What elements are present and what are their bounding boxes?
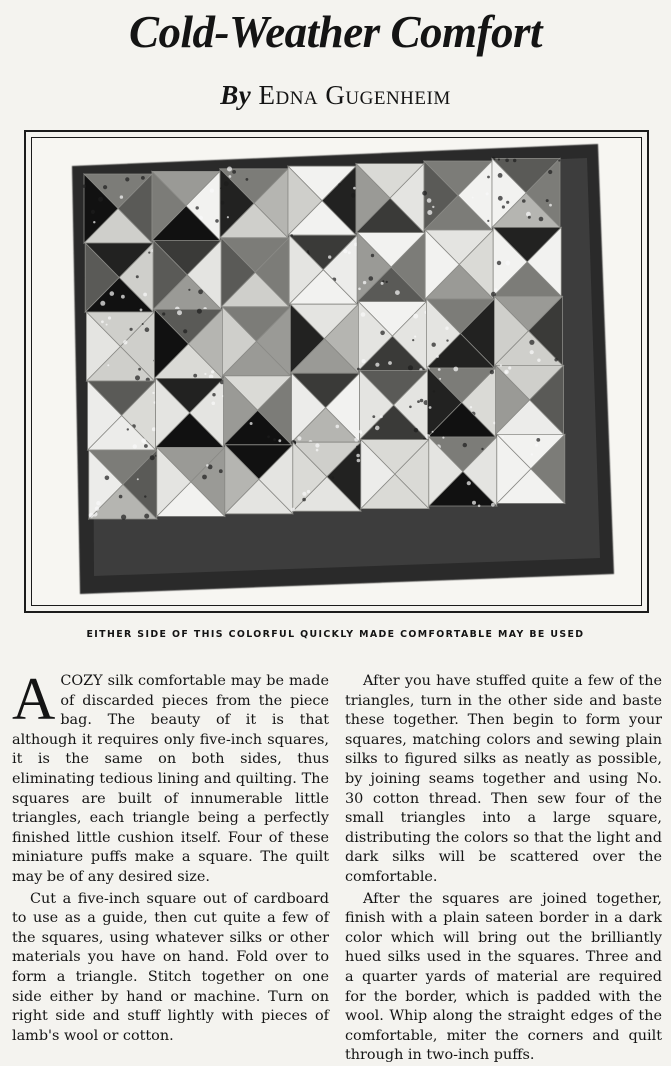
quilt-print-dot <box>110 291 115 296</box>
quilt-print-dot <box>135 375 140 380</box>
quilt-print-dot <box>438 368 441 371</box>
quilt-print-dot <box>358 288 361 291</box>
quilt-print-dot <box>108 316 111 319</box>
quilt-print-dot <box>463 443 467 447</box>
quilt-print-dot <box>177 310 182 315</box>
article-column-left <box>12 666 329 1046</box>
quilt-print-dot <box>103 185 107 189</box>
quilt-print-dot <box>302 492 306 496</box>
quilt-print-dot <box>487 220 489 222</box>
quilt-print-dot <box>513 159 516 162</box>
quilt-print-dot <box>144 444 148 448</box>
quilt-print-dot <box>549 204 552 207</box>
quilt-print-dot <box>351 193 356 198</box>
quilt-print-dot <box>372 415 375 418</box>
quilt-print-dot <box>316 449 319 452</box>
quilt-print-dot <box>536 438 540 442</box>
quilt-print-dot <box>505 261 510 266</box>
quilt-print-dot <box>227 167 232 172</box>
quilt-print-dot <box>505 371 507 373</box>
quilt-print-dot <box>106 324 108 326</box>
quilt-print-dot <box>498 158 500 160</box>
quilt-print-dot <box>343 249 347 253</box>
photo-frame-inner <box>31 137 642 606</box>
quilt-print-dot <box>273 438 276 441</box>
quilt-print-dot <box>432 206 434 208</box>
byline <box>0 80 671 111</box>
quilt-print-dot <box>433 390 435 392</box>
quilt-print-dot <box>502 436 504 438</box>
quilt-print-dot <box>138 368 141 371</box>
quilt-print-dot <box>445 327 448 330</box>
quilt-print-dot <box>302 498 306 502</box>
quilt-print-dot <box>357 459 361 463</box>
quilt-print-dot <box>353 187 356 190</box>
quilt-photo <box>32 138 642 606</box>
quilt-print-dot <box>91 210 95 214</box>
quilt-print-dot <box>531 453 533 455</box>
quilt-print-dot <box>395 290 400 295</box>
photo-caption: EITHER SIDE OF THIS COLORFUL QUICKLY MADE COMFORTABLE MAY BE USED <box>86 629 585 640</box>
quilt-print-dot <box>427 210 432 215</box>
quilt-print-dot <box>546 199 549 202</box>
quilt-print-dot <box>442 437 444 439</box>
quilt-print-dot <box>332 476 335 479</box>
quilt-print-dot <box>481 448 483 450</box>
quilt-print-dot <box>127 428 129 430</box>
paragraph-text: silk comfortable may be made of discarded pieces from the piece bag. The beauty of it is that although it requires only five-inch squares, it is the same on both sides, thus eliminating tedious lining and quilting. The squares are built of innumerable little triangles, each triangle being a perfectly finished little cushion itself. Four of these miniature puffs make a square. The quilt may be of any desired size. <box>12 673 329 885</box>
quilt-print-dot <box>381 282 384 285</box>
photo-frame <box>24 130 649 613</box>
quilt-print-dot <box>143 293 147 297</box>
quilt-print-dot <box>291 508 295 512</box>
quilt-print-dot <box>98 197 103 202</box>
quilt-print-dot <box>408 365 413 370</box>
quilt-print-dot <box>354 438 358 442</box>
quilt-print-dot <box>472 197 474 199</box>
quilt-print-dot <box>95 507 99 511</box>
quilt-print-dot <box>413 314 418 319</box>
quilt-print-dot <box>220 187 222 189</box>
quilt-print-dot <box>348 251 351 254</box>
quilt-print-dot <box>530 350 534 354</box>
quilt-print-dot <box>212 402 216 406</box>
quilt-print-dot <box>432 431 434 433</box>
quilt-print-dot <box>105 476 110 481</box>
quilt-print-dot <box>121 515 126 520</box>
quilt-print-dot <box>498 196 503 201</box>
quilt-print-dot <box>267 435 270 438</box>
quilt-print-dot <box>212 393 215 396</box>
quilt-print-dot <box>145 327 150 332</box>
quilt-print-dot <box>197 309 202 314</box>
quilt-print-dot <box>446 339 448 341</box>
quilt-print-dot <box>150 455 155 460</box>
quilt-print-dot <box>363 281 366 284</box>
quilt-print-dot <box>148 252 150 254</box>
quilt-print-dot <box>508 366 511 369</box>
quilt-print-dot <box>119 495 123 499</box>
quilt-print-dot <box>529 340 534 345</box>
quilt-print-dot <box>356 454 360 458</box>
quilt-print-dot <box>141 438 146 443</box>
quilt-print-dot <box>221 201 225 205</box>
quilt-print-dot <box>497 261 501 265</box>
drop-cap: A <box>12 666 56 732</box>
quilt-print-dot <box>412 339 414 341</box>
quilt-print-dot <box>375 426 380 431</box>
quilt-print-dot <box>535 444 538 447</box>
quilt-print-dot <box>96 501 100 505</box>
quilt-print-dot <box>380 415 383 418</box>
quilt-print-dot <box>210 188 214 192</box>
quilt-print-dot <box>478 505 481 508</box>
quilt-print-dot <box>548 170 552 174</box>
quilt-print-dot <box>388 361 392 365</box>
quilt-print-dot <box>380 331 385 336</box>
quilt-print-dot <box>125 177 129 181</box>
quilt-print-dot <box>429 406 432 409</box>
quilt-print-dot <box>558 159 560 161</box>
quilt-print-dot <box>307 490 310 493</box>
quilt-print-dot <box>227 216 229 218</box>
quilt-print-dot <box>193 374 197 378</box>
quilt-print-dot <box>137 478 139 480</box>
quilt-print-dot <box>136 275 139 278</box>
article-column-right <box>345 672 662 1066</box>
author-name: Edna Gugenheim <box>258 80 451 110</box>
quilt-print-dot <box>472 501 476 505</box>
quilt-print-dot <box>206 464 209 467</box>
quilt-print-dot <box>467 481 471 485</box>
quilt-print-dot <box>89 513 94 518</box>
quilt-print-dot <box>522 199 526 203</box>
quilt-print-dot <box>133 444 137 448</box>
quilt-print-dot <box>328 255 331 258</box>
quilt-print-dot <box>278 439 281 442</box>
quilt-print-dot <box>362 359 366 363</box>
quilt-print-dot <box>202 475 207 480</box>
quilt-print-dot <box>539 217 544 222</box>
quilt-print-dot <box>375 363 379 367</box>
quilt-print-dot <box>502 205 505 208</box>
quilt-print-dot <box>144 495 146 497</box>
quilt-print-dot <box>420 399 424 403</box>
quilt-print-dot <box>498 173 503 178</box>
quilt-print-dot <box>141 176 145 180</box>
quilt-print-dot <box>83 185 86 188</box>
quilt-print-dot <box>204 373 206 375</box>
quilt-print-dot <box>336 425 340 429</box>
quilt-print-dot <box>554 358 557 361</box>
quilt-print-dot <box>215 219 219 223</box>
quilt-print-dot <box>211 370 214 373</box>
article-paragraph-1 <box>12 666 329 888</box>
quilt-print-dot <box>486 192 489 195</box>
quilt-print-dot <box>409 406 412 409</box>
quilt-print-dot <box>500 364 502 366</box>
quilt-print-dot <box>338 183 341 186</box>
article-paragraph-2: Cut a five-inch square out of cardboard to use as a guide, then cut quite a few of the squares, using whatever silks or other materials you have on hand. Fold over to form a triangle. Stitch together on one side either by hand or machine. Turn on right side and stuff lightly with pieces of lamb's wool or cotton. <box>12 890 329 1044</box>
quilt-print-dot <box>232 170 236 174</box>
quilt-print-dot <box>528 216 531 219</box>
quilt-print-dot <box>130 328 133 331</box>
quilt-print-dot <box>307 250 309 252</box>
quilt-print-dot <box>360 432 362 434</box>
quilt-print-dot <box>162 312 165 315</box>
quilt-print-dot <box>123 340 127 344</box>
quilt-print-dot <box>107 364 109 366</box>
quilt-print-dot <box>140 309 143 312</box>
article-paragraph-3: After you have stuffed quite a few of the triangles, turn in the other side and baste these together. Then begin to form your squares, matching colors and sewing plain silks to figured silks as neatly as possible, by joining seams together and using No. 30 cotton thread. Then sew four of the small triangles into a large square, distributing the colors so that the light and dark silks will be scattered over the comfortable. <box>345 673 662 885</box>
quilt-print-dot <box>183 329 187 333</box>
quilt-print-dot <box>537 359 540 362</box>
quilt-print-dot <box>152 392 154 394</box>
quilt-print-dot <box>356 446 358 448</box>
quilt-print-dot <box>315 443 319 447</box>
quilt-print-dot <box>414 428 418 432</box>
quilt-print-dot <box>490 370 494 374</box>
quilt-print-dot <box>487 176 490 179</box>
quilt-print-dot <box>386 281 388 283</box>
quilt-print-dot <box>100 301 105 306</box>
quilt-print-dot <box>436 355 439 358</box>
quilt-print-dot <box>250 422 253 425</box>
lead-word: COZY <box>60 673 103 689</box>
quilt-print-dot <box>198 289 203 294</box>
quilt-print-dot <box>494 288 497 291</box>
quilt-patchwork <box>83 157 565 520</box>
quilt-print-dot <box>470 406 472 408</box>
quilt-print-dot <box>432 343 436 347</box>
quilt-print-dot <box>422 191 427 196</box>
quilt-print-dot <box>219 469 223 473</box>
quilt-print-dot <box>93 221 95 223</box>
quilt-print-dot <box>414 336 416 338</box>
article-title: Cold-Weather Comfort <box>129 7 542 57</box>
quilt-print-dot <box>369 276 374 281</box>
quilt-print-dot <box>505 159 509 163</box>
quilt-print-dot <box>246 178 249 181</box>
article-paragraph-4: After the squares are joined together, finish with a plain sateen border in a dark color which will bring out the brilliantly hued silks used in the squares. Three and a quarter yards of material are required for the border, which is padded with the wool. Whip along the straight edges of the comfortable, miter the corners and quilt through in two-inch puffs. <box>345 890 662 1064</box>
quilt-print-dot <box>121 295 125 299</box>
quilt-print-dot <box>120 195 123 198</box>
quilt-print-dot <box>371 254 374 257</box>
quilt-print-dot <box>526 212 531 217</box>
quilt-print-dot <box>224 181 229 186</box>
quilt-print-dot <box>142 323 144 325</box>
quilt-print-dot <box>196 206 199 209</box>
byline-prefix: By <box>220 80 252 110</box>
quilt-print-dot <box>144 514 149 519</box>
quilt-print-dot <box>328 195 330 197</box>
quilt-print-dot <box>506 201 509 204</box>
quilt-print-dot <box>101 320 104 323</box>
quilt-print-dot <box>491 503 495 507</box>
quilt-print-dot <box>361 312 366 317</box>
quilt-print-dot <box>188 289 190 291</box>
quilt-print-dot <box>427 198 432 203</box>
quilt-print-dot <box>417 400 420 403</box>
quilt-print-dot <box>297 436 301 440</box>
quilt-print-dot <box>453 367 458 372</box>
